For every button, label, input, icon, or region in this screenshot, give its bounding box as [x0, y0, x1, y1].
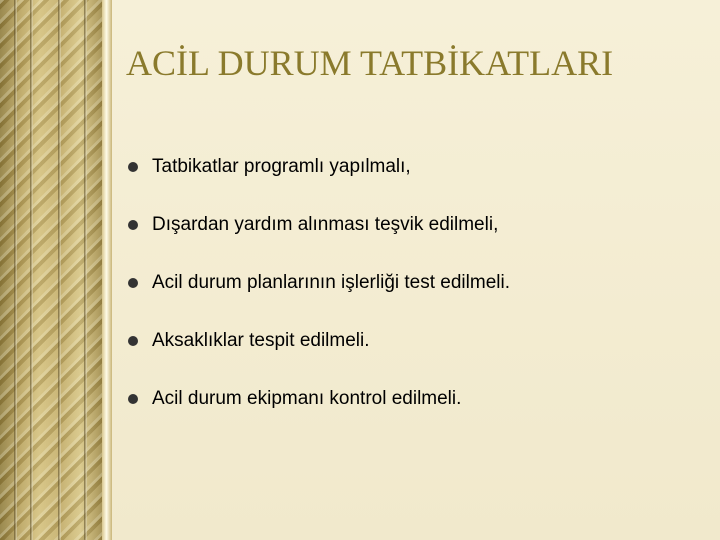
bullet-item	[128, 138, 708, 196]
bullet-dot-icon	[128, 220, 138, 230]
sidebar-groove	[84, 0, 87, 540]
bullet-dot-icon	[128, 394, 138, 404]
bullet-dot-icon	[128, 278, 138, 288]
bullet-text: Acil durum planlarının işlerliği test edilmeli.	[152, 272, 510, 293]
sidebar-groove	[30, 0, 33, 540]
bullet-text: Aksaklıklar tespit edilmeli.	[152, 330, 370, 351]
bullet-dot-icon	[128, 336, 138, 346]
bullet-item	[128, 196, 708, 254]
sidebar-edge	[102, 0, 112, 540]
slide-title: ACİL DURUM TATBİKATLARI	[126, 43, 614, 83]
bullet-item	[128, 254, 708, 312]
bullet-dot-icon	[128, 162, 138, 172]
sidebar-groove	[14, 0, 17, 540]
bullet-text: Tatbikatlar programlı yapılmalı,	[152, 156, 411, 177]
bullet-item	[128, 370, 708, 428]
bullet-list	[128, 138, 708, 428]
decorative-gold-sidebar	[0, 0, 112, 540]
bullet-text: Dışardan yardım alınması teşvik edilmeli,	[152, 214, 499, 235]
bullet-item	[128, 312, 708, 370]
sidebar-groove	[58, 0, 61, 540]
bullet-text: Acil durum ekipmanı kontrol edilmeli.	[152, 388, 462, 409]
